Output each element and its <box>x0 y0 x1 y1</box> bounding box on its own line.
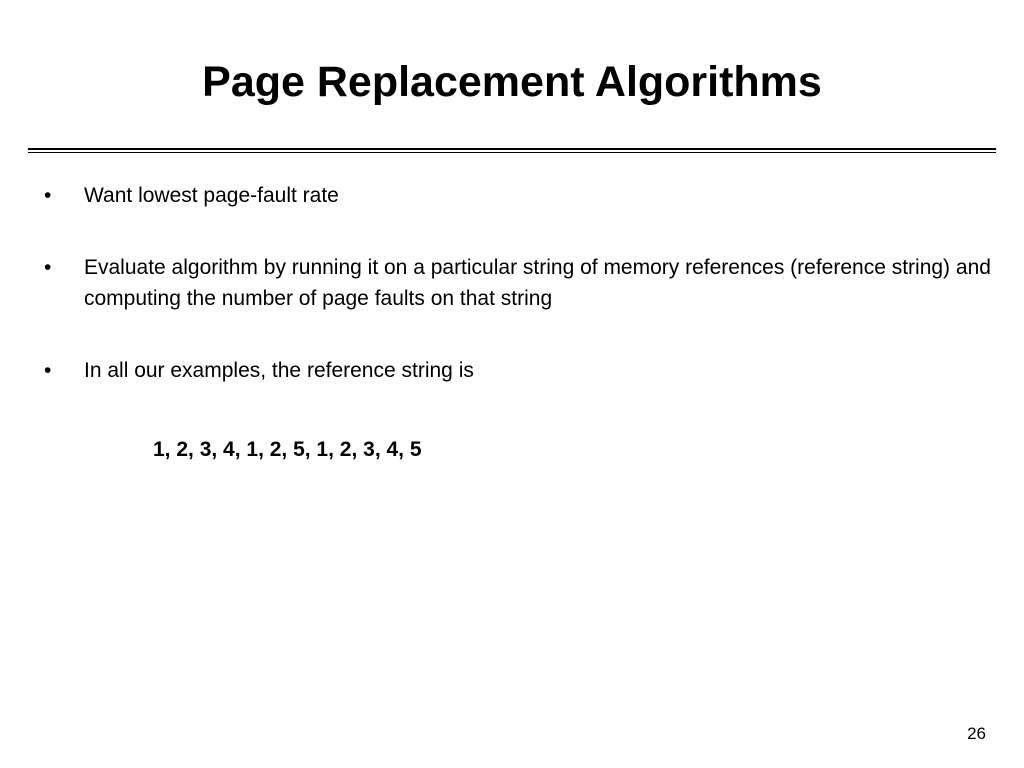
bullet-marker: • <box>44 256 52 279</box>
bullet-marker: • <box>44 184 52 207</box>
bullet-item <box>44 180 994 211</box>
page-number: 26 <box>967 724 986 743</box>
bullet-list <box>44 180 994 427</box>
bullet-item <box>44 252 994 314</box>
slide-title: Page Replacement Algorithms <box>202 58 822 106</box>
title-divider-bottom <box>28 152 996 153</box>
bullet-marker: • <box>44 359 52 382</box>
bullet-item <box>44 355 994 386</box>
bullet-text: Want lowest page-fault rate <box>84 184 339 207</box>
bullet-text: Evaluate algorithm by running it on a particular string of memory references (reference string) and computing the number of page faults on that string <box>84 256 991 310</box>
reference-string: 1, 2, 3, 4, 1, 2, 5, 1, 2, 3, 4, 5 <box>153 438 422 461</box>
title-divider-top <box>28 148 996 150</box>
bullet-text: In all our examples, the reference string is <box>84 359 474 382</box>
